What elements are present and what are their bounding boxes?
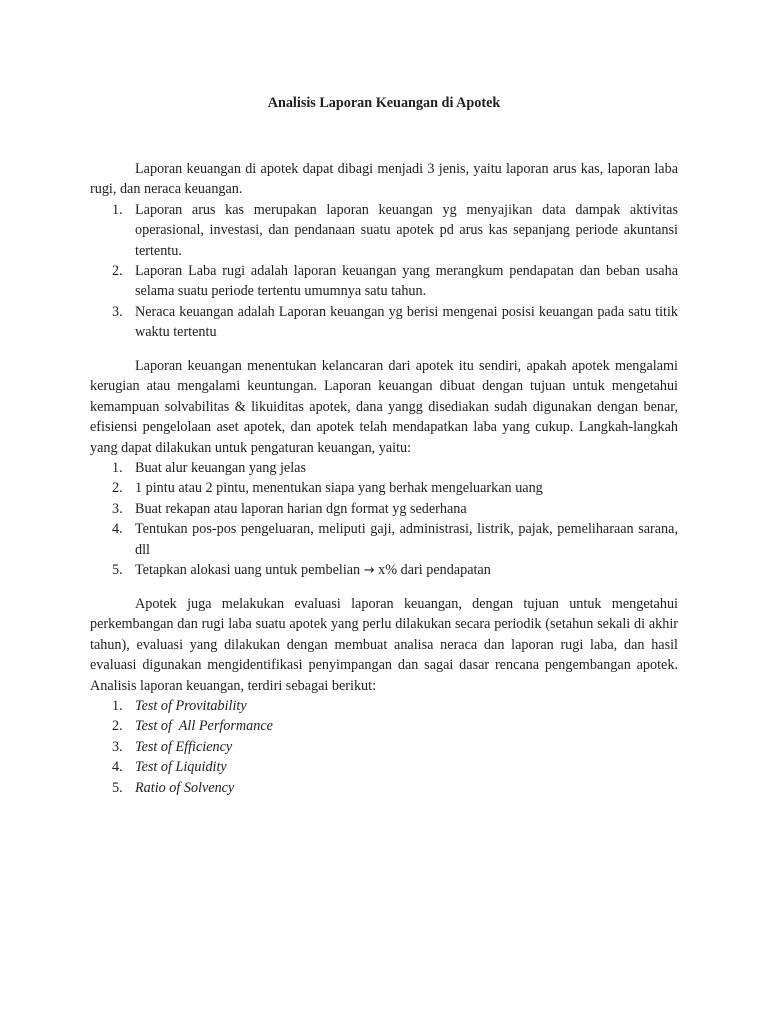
list-text: Laporan Laba rugi adalah laporan keuangan yang merangkum pendapatan dan beban usaha selama suatu periode tertentu umumnya satu tahun.	[135, 263, 678, 300]
list-number: 5.	[112, 779, 123, 796]
management-paragraph: Laporan keuangan menentukan kelancaran dari apotek itu sendiri, apakah apotek mengalami kerugian atau mengalami keuntungan. Laporan keuangan dibuat dengan tujuan untuk mengetahui kemampuan solvabilitas & likuiditas apotek, dana yangg disediakan sudah digunakan dengan benar, efisiensi pengelolaan aset apotek, dan apotek telah mendapatkan laba yang cukup. Langkah-langkah yang dapat dilakukan untuk pengaturan keuangan, yaitu:	[90, 358, 678, 456]
list-item	[90, 302, 678, 343]
arrow-right-icon: →	[363, 563, 375, 579]
evaluation-paragraph: Apotek juga melakukan evaluasi laporan keuangan, dengan tujuan untuk mengetahui perkembangan dan rugi laba suatu apotek yang perlu dilakukan secara periodik (setahun sekali di akhir tahun), evaluasi yang dilakukan dengan membuat analisa neraca dan laporan rugi laba, dan hasil evaluasi digunakan mengidentifikasi penyimpangan dan sagai dasar rencana pengembangan apotek. Analisis laporan keuangan, terdiri sebagai berikut:	[90, 596, 678, 694]
list-text: Test of Provitability	[135, 698, 247, 715]
list-number: 2.	[112, 480, 123, 497]
list-text: Test of Efficiency	[135, 738, 233, 755]
list-text	[135, 562, 491, 578]
section-report-types	[90, 159, 678, 343]
section-financial-management	[90, 356, 678, 581]
list-number: 3.	[112, 738, 123, 755]
list-item	[90, 261, 678, 302]
list-item	[90, 757, 678, 777]
list-item	[90, 519, 678, 560]
list-item	[90, 696, 678, 716]
list-number: 2.	[112, 263, 123, 280]
list-text-before: Tetapkan alokasi uang untuk pembelian	[135, 562, 361, 579]
analysis-tests-list	[90, 696, 678, 798]
list-number: 4.	[112, 521, 123, 538]
report-types-list	[90, 200, 678, 343]
management-steps-list	[90, 458, 678, 581]
list-text: Neraca keuangan adalah Laporan keuangan yg berisi mengenai posisi keuangan pada satu titik waktu tertentu	[135, 303, 678, 341]
list-item	[90, 499, 678, 519]
list-text: Test of Liquidity	[135, 759, 227, 776]
list-text: Test of All Performance	[135, 718, 273, 735]
list-number: 1.	[112, 698, 123, 715]
list-number: 5.	[112, 562, 123, 579]
list-item	[90, 200, 678, 261]
list-text-after: x% dari pendapatan	[378, 562, 491, 579]
list-number: 1.	[112, 201, 123, 218]
list-text: 1 pintu atau 2 pintu, menentukan siapa yang berhak mengeluarkan uang	[135, 480, 543, 497]
list-text: Tentukan pos-pos pengeluaran, meliputi gaji, administrasi, listrik, pajak, pemeliharaan sarana, dll	[135, 521, 678, 558]
list-item	[90, 716, 678, 736]
list-text: Ratio of Solvency	[135, 779, 235, 796]
list-text: Buat rekapan atau laporan harian dgn format yg sederhana	[135, 500, 467, 517]
list-number: 2.	[112, 718, 123, 735]
list-item	[90, 737, 678, 757]
list-item	[90, 560, 678, 581]
list-number: 3.	[112, 500, 123, 517]
section-evaluation	[90, 594, 678, 798]
list-text: Buat alur keuangan yang jelas	[135, 460, 306, 477]
list-number: 3.	[112, 303, 123, 320]
list-number: 1.	[112, 460, 123, 477]
document-title: Analisis Laporan Keuangan di Apotek	[267, 95, 501, 111]
list-item	[90, 778, 678, 798]
list-text: Laporan arus kas merupakan laporan keuangan yg menyajikan data dampak aktivitas operasional, investasi, dan pendanaan suatu apotek pd arus kas sepanjang periode akuntansi tertentu.	[135, 201, 678, 259]
list-number: 4.	[112, 759, 123, 776]
list-item	[90, 458, 678, 478]
intro-paragraph: Laporan keuangan di apotek dapat dibagi menjadi 3 jenis, yaitu laporan arus kas, laporan laba rugi, dan neraca keuangan.	[90, 161, 678, 198]
list-item	[90, 478, 678, 498]
